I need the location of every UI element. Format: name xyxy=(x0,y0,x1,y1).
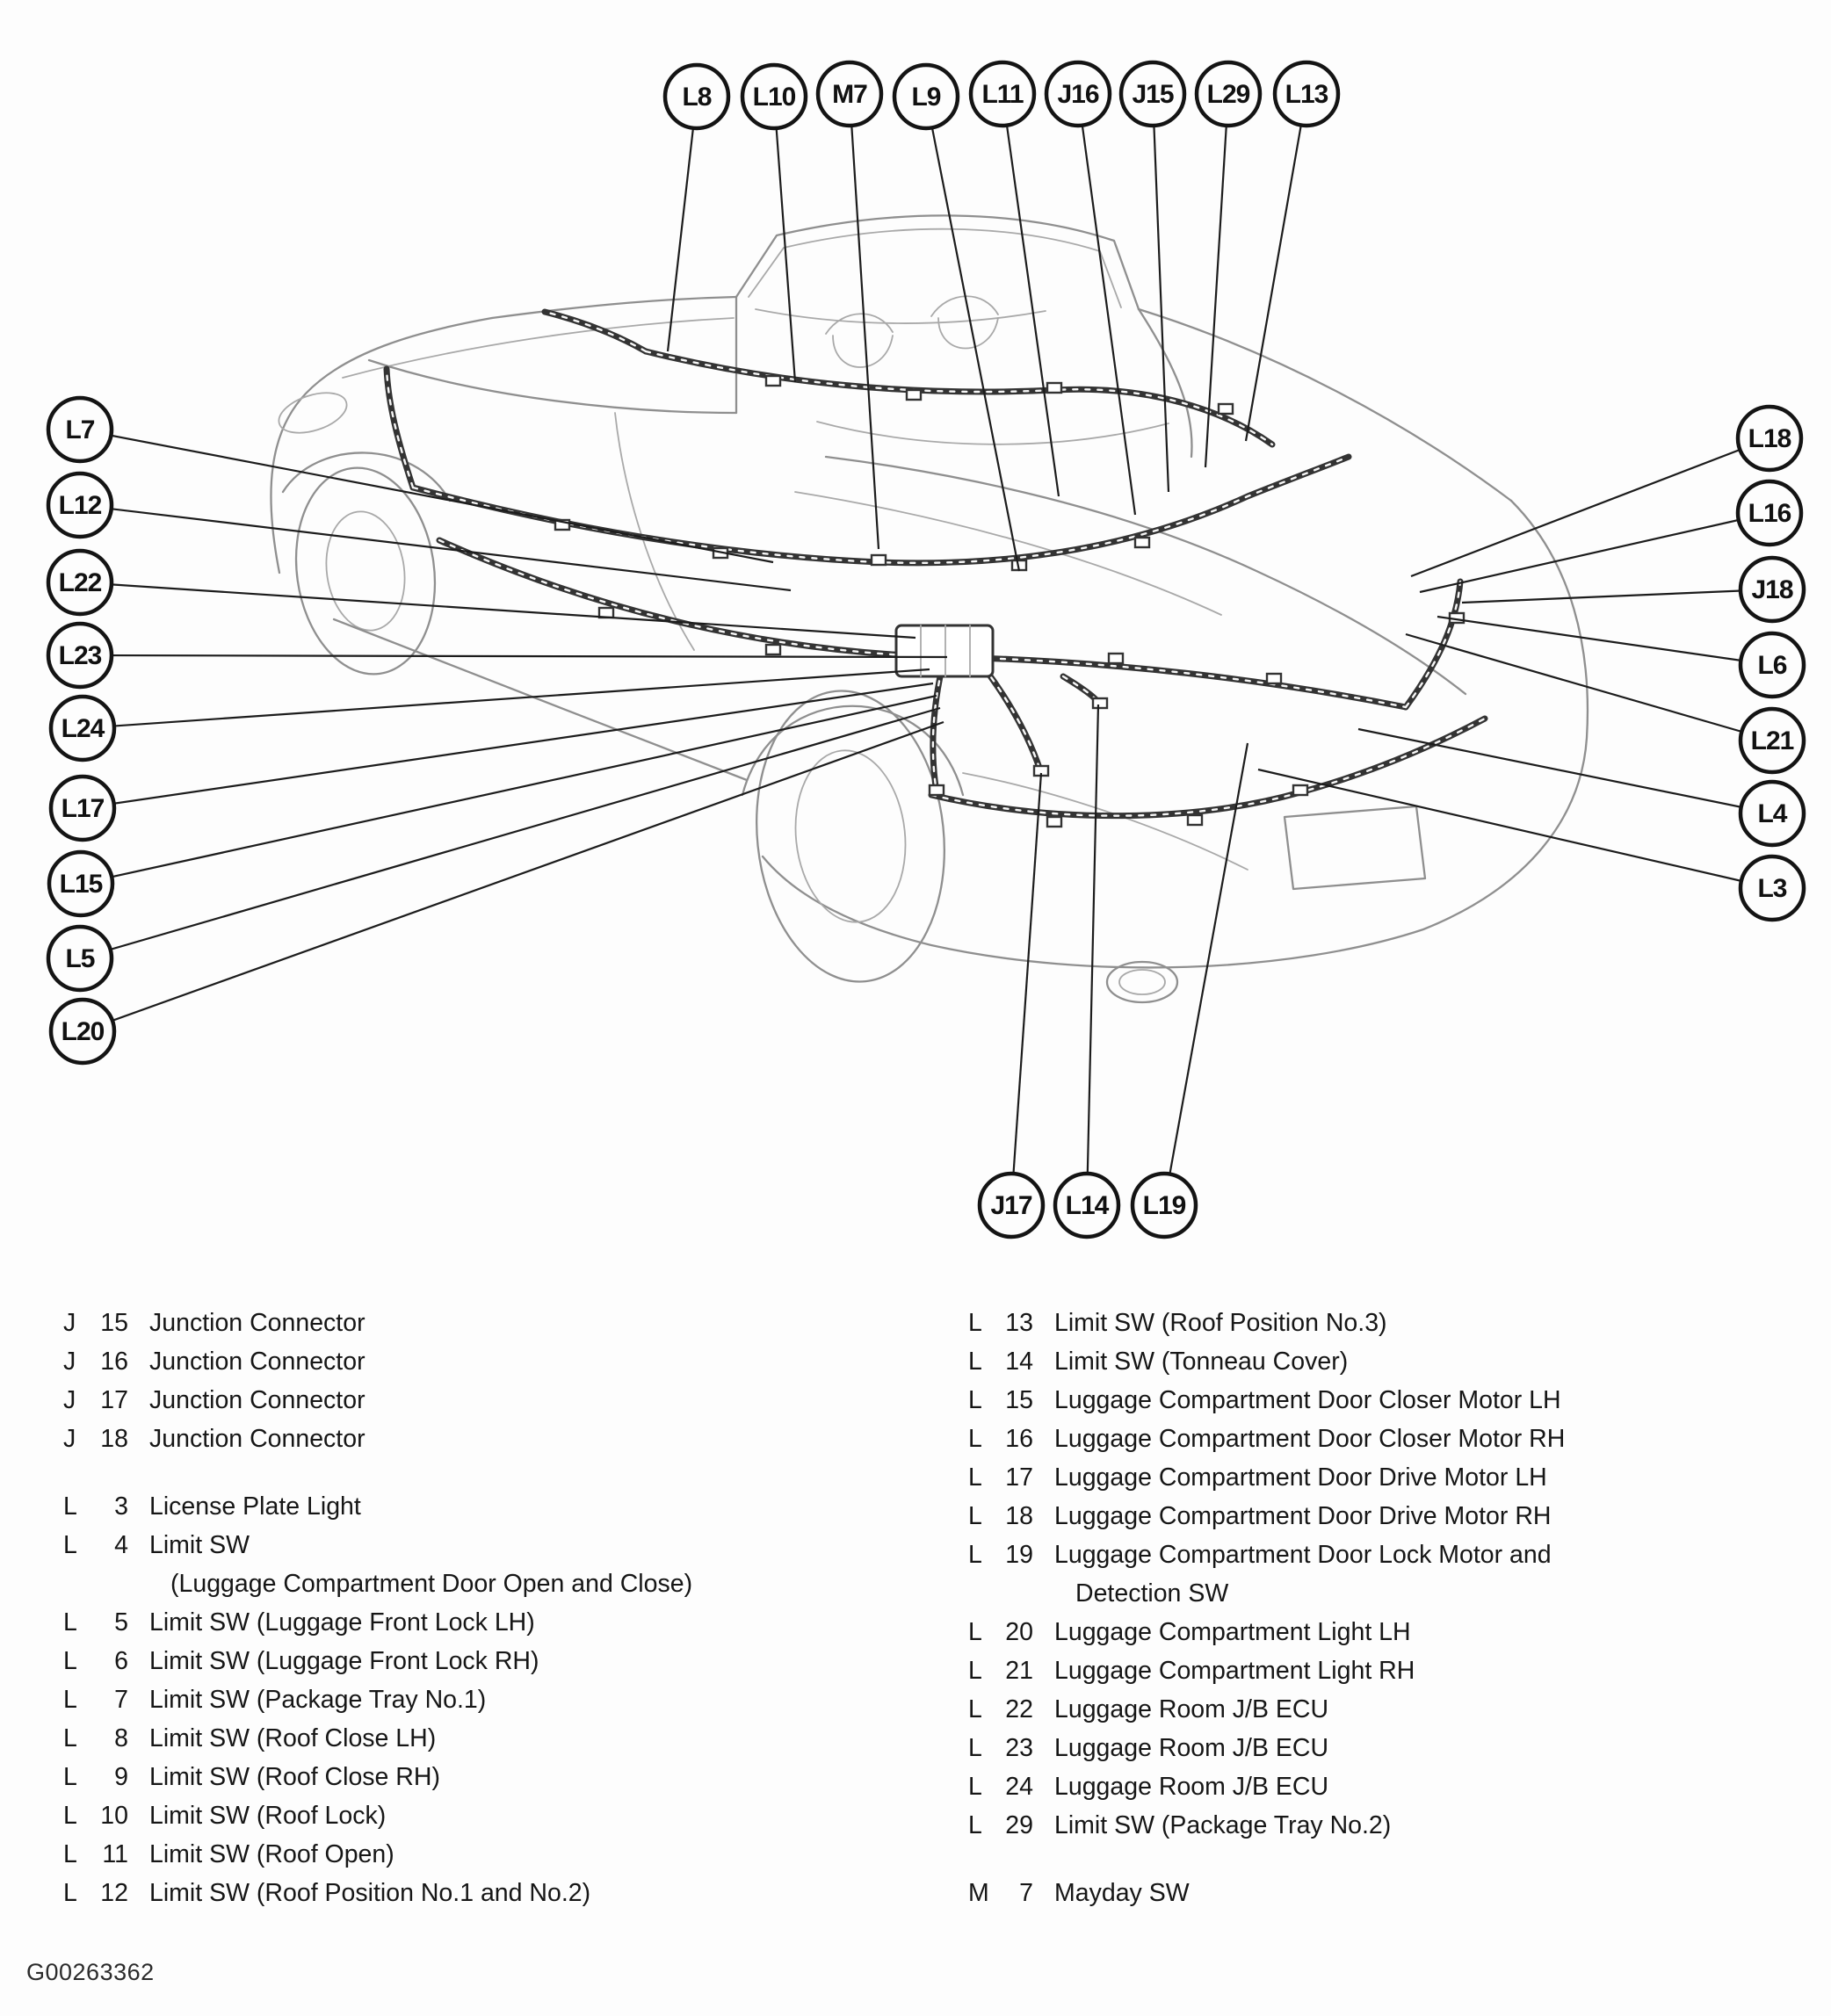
legend-code-letter: L xyxy=(63,1531,77,1559)
legend-row xyxy=(968,1502,1565,1541)
legend-description: Luggage Room J/B ECU xyxy=(1054,1695,1329,1723)
callout-M7 xyxy=(818,62,881,126)
legend-code-letter: L xyxy=(63,1724,77,1752)
callout-label: L21 xyxy=(1750,726,1794,755)
leader-line-L3 xyxy=(1258,770,1772,888)
legend-code-number: 23 xyxy=(1005,1734,1033,1762)
callout-label: L19 xyxy=(1142,1191,1186,1220)
legend-code-letter: L xyxy=(968,1657,982,1685)
callout-L3 xyxy=(1741,856,1804,920)
legend-code-number: 24 xyxy=(1005,1773,1033,1801)
legend-description: Junction Connector xyxy=(149,1348,365,1376)
legend-spacer xyxy=(968,1850,1565,1879)
callout-L15 xyxy=(49,852,112,915)
legend-code-number: 22 xyxy=(1005,1695,1033,1723)
leader-line-J16 xyxy=(1078,94,1135,515)
legend-description: Detection SW xyxy=(1075,1579,1229,1608)
callout-label: L14 xyxy=(1065,1191,1109,1220)
legend-row xyxy=(63,1724,692,1763)
callout-L13 xyxy=(1275,62,1338,126)
callout-label: L29 xyxy=(1206,80,1250,109)
leader-line-J17 xyxy=(1011,773,1041,1205)
legend-code-number: 16 xyxy=(1005,1425,1033,1453)
callout-L5 xyxy=(48,927,112,990)
legend-code-letter: L xyxy=(968,1463,982,1492)
callout-label: L6 xyxy=(1757,651,1787,680)
legend-row xyxy=(968,1879,1565,1918)
callout-L23 xyxy=(48,624,112,687)
legend-description: Luggage Compartment Door Drive Motor LH xyxy=(1054,1463,1547,1492)
legend-row xyxy=(968,1811,1565,1850)
legend-code-letter: L xyxy=(63,1840,77,1868)
legend-spacer xyxy=(63,1463,692,1492)
leader-line-L21 xyxy=(1406,634,1772,741)
callout-label: M7 xyxy=(832,80,867,109)
leader-line-J15 xyxy=(1153,94,1169,492)
legend-code-letter: L xyxy=(968,1309,982,1337)
legend-description: (Luggage Compartment Door Open and Close) xyxy=(170,1570,693,1598)
callout-L12 xyxy=(48,473,112,537)
callout-L10 xyxy=(742,65,806,128)
leader-line-L9 xyxy=(926,97,1019,571)
legend-row xyxy=(63,1686,692,1724)
legend-description: Limit SW (Package Tray No.2) xyxy=(1054,1811,1392,1839)
callout-L4 xyxy=(1741,782,1804,845)
legend-description: Limit SW (Luggage Front Lock LH) xyxy=(149,1608,535,1637)
legend-code-number: 21 xyxy=(1005,1657,1033,1685)
callout-L24 xyxy=(51,697,114,760)
legend-description: Limit SW (Roof Close LH) xyxy=(149,1724,437,1752)
legend-code-number: 20 xyxy=(1005,1618,1033,1646)
legend-description: Luggage Compartment Door Closer Motor LH xyxy=(1054,1386,1561,1414)
callout-J18 xyxy=(1741,558,1804,621)
callout-L19 xyxy=(1133,1174,1196,1237)
legend-row xyxy=(968,1463,1565,1502)
legend-code-letter: L xyxy=(63,1686,77,1714)
callout-label: L23 xyxy=(58,641,102,670)
legend-row xyxy=(968,1386,1565,1425)
callout-L18 xyxy=(1738,407,1801,470)
legend-row xyxy=(63,1840,692,1879)
legend-description: Limit SW xyxy=(149,1531,250,1559)
legend xyxy=(0,1309,1831,1976)
legend-description: Limit SW (Tonneau Cover) xyxy=(1054,1348,1349,1376)
legend-description: Junction Connector xyxy=(149,1425,365,1453)
legend-code-letter: L xyxy=(63,1492,77,1521)
legend-row xyxy=(968,1541,1565,1579)
callout-label: L16 xyxy=(1748,499,1791,528)
callout-L9 xyxy=(894,65,958,128)
legend-row xyxy=(968,1773,1565,1811)
legend-code-letter: L xyxy=(63,1879,77,1907)
legend-code-number: 19 xyxy=(1005,1541,1033,1569)
legend-code-number: 13 xyxy=(1005,1309,1033,1337)
legend-row xyxy=(968,1695,1565,1734)
callout-label: J16 xyxy=(1057,80,1099,109)
legend-code-letter: L xyxy=(63,1802,77,1830)
callout-label: L18 xyxy=(1748,424,1791,453)
legend-code-number: 4 xyxy=(114,1531,128,1559)
legend-row xyxy=(63,1570,692,1608)
callout-L21 xyxy=(1741,709,1804,772)
callout-label: L22 xyxy=(58,568,102,597)
legend-code-letter: L xyxy=(968,1386,982,1414)
legend-row xyxy=(968,1425,1565,1463)
legend-code-number: 18 xyxy=(1005,1502,1033,1530)
callout-L16 xyxy=(1738,481,1801,545)
license-plate-recess xyxy=(1285,806,1425,889)
legend-code-letter: L xyxy=(63,1763,77,1791)
callout-label: J18 xyxy=(1751,575,1793,604)
figure-id: G00263362 xyxy=(26,1959,155,1985)
legend-code-number: 10 xyxy=(100,1802,128,1830)
legend-code-number: 7 xyxy=(1019,1879,1033,1907)
callout-label: L12 xyxy=(58,491,102,520)
callout-L20 xyxy=(51,1000,114,1063)
callout-label: L11 xyxy=(981,80,1024,109)
legend-description: Luggage Room J/B ECU xyxy=(1054,1734,1329,1762)
callout-L6 xyxy=(1741,633,1804,697)
legend-description: Luggage Compartment Door Drive Motor RH xyxy=(1054,1502,1552,1530)
legend-code-number: 11 xyxy=(102,1840,128,1868)
legend-code-number: 3 xyxy=(114,1492,128,1521)
legend-code-number: 14 xyxy=(1005,1348,1033,1376)
legend-row xyxy=(968,1579,1565,1618)
leader-line-L10 xyxy=(774,97,795,382)
legend-row xyxy=(968,1309,1565,1348)
legend-row xyxy=(63,1492,692,1531)
legend-code-letter: J xyxy=(63,1386,76,1414)
legend-code-letter: L xyxy=(968,1541,982,1569)
legend-code-number: 12 xyxy=(100,1879,128,1907)
leader-line-L23 xyxy=(80,655,947,657)
headlight xyxy=(274,386,351,441)
callout-label: L8 xyxy=(682,83,712,112)
legend-code-letter: M xyxy=(968,1879,989,1907)
legend-code-number: 18 xyxy=(100,1425,128,1453)
callout-J15 xyxy=(1121,62,1184,126)
legend-code-number: 17 xyxy=(1005,1463,1033,1492)
callout-J16 xyxy=(1046,62,1110,126)
legend-row xyxy=(63,1348,692,1386)
legend-row xyxy=(63,1309,692,1348)
callout-label: L4 xyxy=(1757,799,1787,828)
callout-label: L24 xyxy=(61,714,105,743)
legend-row xyxy=(63,1425,692,1463)
leader-line-J18 xyxy=(1462,589,1772,603)
legend-code-number: 7 xyxy=(114,1686,128,1714)
legend-code-letter: J xyxy=(63,1348,76,1376)
legend-description: Junction Connector xyxy=(149,1386,365,1414)
callout-L17 xyxy=(51,777,114,840)
legend-column-left xyxy=(63,1309,692,1918)
legend-row xyxy=(63,1763,692,1802)
legend-description: Luggage Room J/B ECU xyxy=(1054,1773,1329,1801)
callout-J17 xyxy=(980,1174,1043,1237)
callout-label: J15 xyxy=(1132,80,1174,109)
legend-row xyxy=(63,1386,692,1425)
legend-code-letter: L xyxy=(63,1647,77,1675)
legend-code-number: 9 xyxy=(114,1763,128,1791)
leader-line-L24 xyxy=(83,669,930,728)
legend-description: Luggage Compartment Light LH xyxy=(1054,1618,1411,1646)
callout-label: L5 xyxy=(65,944,95,973)
callout-label: J17 xyxy=(990,1191,1032,1220)
callout-label: L9 xyxy=(911,83,941,112)
legend-code-letter: J xyxy=(63,1309,76,1337)
leader-line-L4 xyxy=(1358,729,1772,813)
legend-code-number: 8 xyxy=(114,1724,128,1752)
leader-line-L7 xyxy=(80,430,773,562)
leader-line-L18 xyxy=(1411,438,1769,576)
legend-row xyxy=(968,1657,1565,1695)
legend-description: Limit SW (Roof Position No.3) xyxy=(1054,1309,1387,1337)
legend-code-number: 15 xyxy=(100,1309,128,1337)
legend-code-letter: L xyxy=(968,1695,982,1723)
leader-line-L20 xyxy=(83,722,944,1031)
legend-description: Mayday SW xyxy=(1054,1879,1190,1907)
legend-code-letter: L xyxy=(968,1618,982,1646)
legend-row xyxy=(63,1879,692,1918)
callout-label: L15 xyxy=(59,870,103,899)
legend-code-letter: L xyxy=(968,1425,982,1453)
callout-label: L3 xyxy=(1757,874,1787,903)
junction-block xyxy=(896,625,993,676)
legend-description: Limit SW (Roof Close RH) xyxy=(149,1763,440,1791)
legend-code-letter: J xyxy=(63,1425,76,1453)
legend-row xyxy=(63,1531,692,1570)
callout-label: L13 xyxy=(1285,80,1328,109)
legend-code-number: 6 xyxy=(114,1647,128,1675)
leader-line-L8 xyxy=(668,97,697,351)
legend-description: Luggage Compartment Door Closer Motor RH xyxy=(1054,1425,1566,1453)
legend-row xyxy=(63,1802,692,1840)
legend-code-number: 17 xyxy=(100,1386,128,1414)
legend-code-letter: L xyxy=(968,1773,982,1801)
legend-description: Luggage Compartment Door Lock Motor and xyxy=(1054,1541,1552,1569)
leader-line-L11 xyxy=(1002,94,1059,496)
legend-description: Junction Connector xyxy=(149,1309,365,1337)
leader-line-L13 xyxy=(1246,94,1306,441)
callout-L14 xyxy=(1055,1174,1118,1237)
legend-code-number: 5 xyxy=(114,1608,128,1637)
legend-code-letter: L xyxy=(968,1811,982,1839)
legend-description: Limit SW (Roof Position No.1 and No.2) xyxy=(149,1879,591,1907)
legend-row xyxy=(968,1734,1565,1773)
legend-description: Limit SW (Luggage Front Lock RH) xyxy=(149,1647,539,1675)
legend-row xyxy=(63,1608,692,1647)
legend-row xyxy=(63,1647,692,1686)
callout-label: L7 xyxy=(65,415,95,444)
callout-label: L20 xyxy=(61,1017,105,1046)
callout-label: L17 xyxy=(61,794,105,823)
legend-row xyxy=(968,1618,1565,1657)
legend-description: Limit SW (Roof Lock) xyxy=(149,1802,387,1830)
legend-description: Limit SW (Roof Open) xyxy=(149,1840,394,1868)
legend-code-number: 29 xyxy=(1005,1811,1033,1839)
legend-code-letter: L xyxy=(968,1502,982,1530)
callout-L29 xyxy=(1197,62,1260,126)
legend-code-letter: L xyxy=(63,1608,77,1637)
wiring-harness xyxy=(387,312,1485,827)
legend-description: License Plate Light xyxy=(149,1492,361,1521)
legend-code-number: 16 xyxy=(100,1348,128,1376)
legend-code-letter: L xyxy=(968,1348,982,1376)
legend-description: Limit SW (Package Tray No.1) xyxy=(149,1686,487,1714)
legend-code-letter: L xyxy=(968,1734,982,1762)
leader-line-L14 xyxy=(1087,705,1098,1205)
callout-L7 xyxy=(48,398,112,461)
legend-code-number: 15 xyxy=(1005,1386,1033,1414)
legend-row xyxy=(968,1348,1565,1386)
legend-description: Luggage Compartment Light RH xyxy=(1054,1657,1415,1685)
legend-column-right xyxy=(968,1309,1565,1918)
callout-L11 xyxy=(971,62,1034,126)
callout-L8 xyxy=(665,65,728,128)
callout-L22 xyxy=(48,551,112,614)
callout-label: L10 xyxy=(752,83,796,112)
